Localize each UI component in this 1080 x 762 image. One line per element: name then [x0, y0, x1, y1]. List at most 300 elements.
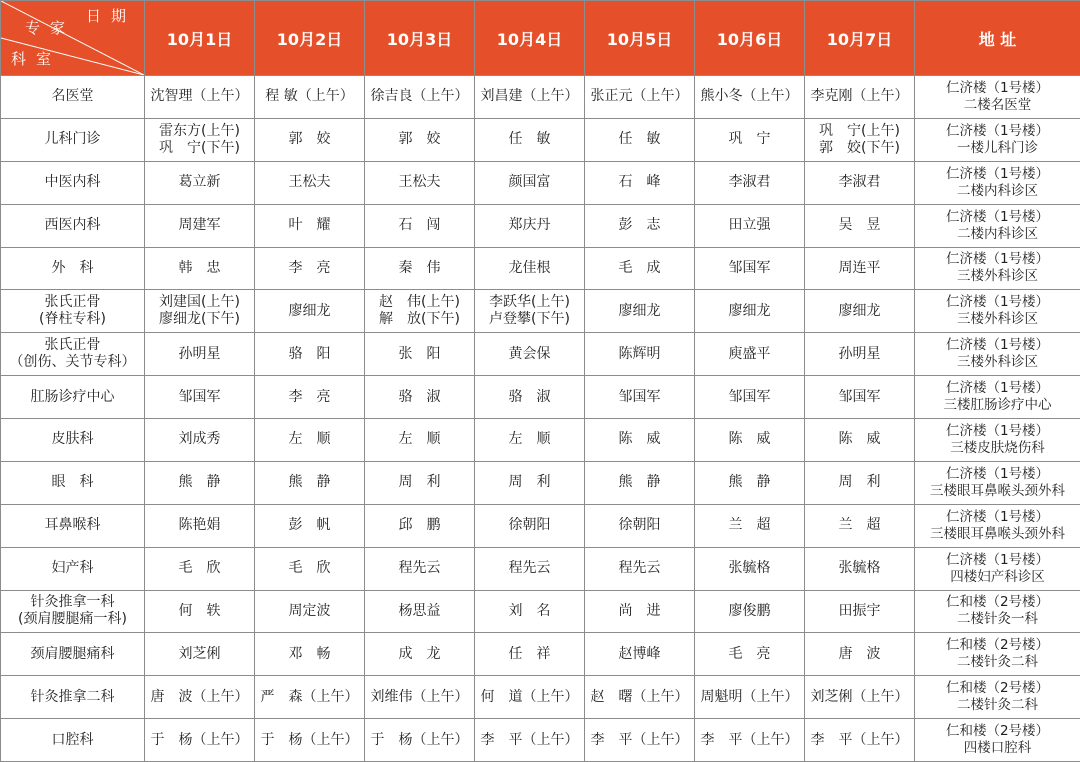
doctor-cell — [255, 461, 365, 504]
doctor-cell-line: 程先云 — [508, 560, 551, 577]
doctor-cell-line: 严 森（上午） — [260, 688, 359, 705]
doctor-cell-line: 解 放(下午) — [379, 311, 460, 328]
doctor-cell-line: 刘芝俐（上午） — [810, 688, 909, 705]
doctor-cell-line: 庾盛平 — [728, 345, 771, 362]
department-cell — [1, 547, 145, 590]
department-cell-line: 针灸推拿二科 — [30, 688, 115, 705]
doctor-cell-line: 李淑君 — [728, 174, 771, 191]
department-cell — [1, 376, 145, 419]
doctor-cell — [255, 419, 365, 462]
address-cell-line: 仁和楼（2号楼） — [945, 594, 1050, 611]
department-cell-line: 外 科 — [51, 259, 94, 276]
doctor-cell — [805, 247, 915, 290]
address-header: 地 址 — [915, 1, 1080, 76]
doctor-cell — [695, 676, 805, 719]
doctor-cell-line: 巩 宁 — [728, 131, 771, 148]
doctor-cell — [585, 676, 695, 719]
doctor-cell-line: 毛 欣 — [178, 560, 221, 577]
doctor-cell-line: 何 道（上午） — [480, 688, 579, 705]
doctor-cell-line: 田振宇 — [838, 602, 881, 619]
doctor-cell-line: 毛 亮 — [728, 645, 771, 662]
doctor-cell — [475, 118, 585, 161]
doctor-cell-line: 熊 静 — [728, 474, 771, 491]
doctor-cell-line: 张正元（上午） — [590, 88, 689, 105]
doctor-cell — [805, 290, 915, 333]
doctor-cell — [145, 590, 255, 633]
department-cell — [1, 676, 145, 719]
address-cell — [915, 547, 1080, 590]
doctor-cell — [475, 376, 585, 419]
doctor-cell-line: 周建军 — [178, 217, 221, 234]
table-row — [1, 376, 1080, 419]
date-header: 10月5日 — [585, 1, 695, 76]
department-cell-line: (颈肩腰腿痛一科) — [18, 611, 127, 628]
doctor-cell — [255, 118, 365, 161]
doctor-cell — [145, 290, 255, 333]
doctor-cell-line: 王松夫 — [398, 174, 441, 191]
doctor-cell-line: 孙明星 — [178, 345, 221, 362]
doctor-cell — [695, 118, 805, 161]
doctor-cell-line: 陈 威 — [618, 431, 661, 448]
department-cell — [1, 247, 145, 290]
doctor-cell — [255, 247, 365, 290]
doctor-cell — [365, 76, 475, 119]
doctor-cell — [475, 461, 585, 504]
doctor-cell-line: 邹国军 — [838, 388, 881, 405]
table-row — [1, 461, 1080, 504]
doctor-cell-line: 何 轶 — [178, 602, 221, 619]
doctor-cell — [475, 547, 585, 590]
doctor-cell-line: 刘 名 — [508, 602, 551, 619]
doctor-cell — [475, 419, 585, 462]
doctor-cell — [475, 676, 585, 719]
doctor-cell-line: 邱 鹏 — [398, 517, 441, 534]
doctor-cell — [255, 333, 365, 376]
doctor-cell-line: 陈辉明 — [618, 345, 661, 362]
address-cell-line: 仁济楼（1号楼） — [945, 422, 1050, 439]
doctor-cell-line: 卢登攀(下午) — [489, 311, 570, 328]
address-cell-line: 仁济楼（1号楼） — [945, 294, 1050, 311]
doctor-cell — [585, 590, 695, 633]
doctor-cell — [475, 161, 585, 204]
address-cell-line: 二楼内科诊区 — [957, 225, 1038, 242]
doctor-cell — [475, 590, 585, 633]
address-cell-line: 四楼口腔科 — [963, 740, 1032, 757]
doctor-cell — [695, 633, 805, 676]
table-row — [1, 590, 1080, 633]
department-cell — [1, 76, 145, 119]
doctor-cell — [255, 76, 365, 119]
doctor-cell-line: 陈 威 — [838, 431, 881, 448]
address-cell — [915, 76, 1080, 119]
address-cell-line: 仁和楼（2号楼） — [945, 680, 1050, 697]
doctor-cell-line: 骆 淑 — [508, 388, 551, 405]
doctor-cell — [805, 504, 915, 547]
doctor-cell — [145, 461, 255, 504]
doctor-cell-line: 刘维伟（上午） — [370, 688, 469, 705]
doctor-cell — [365, 547, 475, 590]
doctor-cell-line: 沈智理（上午） — [150, 88, 249, 105]
department-cell-line: 西医内科 — [44, 217, 101, 234]
doctor-cell-line: 于 杨（上午） — [150, 731, 249, 748]
doctor-cell — [145, 419, 255, 462]
doctor-cell-line: 邹国军 — [618, 388, 661, 405]
doctor-cell-line: 尚 进 — [618, 602, 661, 619]
doctor-cell-line: 韩 忠 — [178, 259, 221, 276]
address-cell-line: 三楼外科诊区 — [957, 268, 1038, 285]
doctor-cell — [145, 161, 255, 204]
doctor-cell-line: 秦 伟 — [398, 259, 441, 276]
department-cell — [1, 161, 145, 204]
doctor-cell-line: 周连平 — [838, 259, 881, 276]
doctor-cell-line: 叶 耀 — [288, 217, 331, 234]
department-cell-line: 颈肩腰腿痛科 — [30, 645, 115, 662]
doctor-cell — [365, 504, 475, 547]
doctor-cell-line: 李 亮 — [288, 388, 331, 405]
doctor-cell — [695, 590, 805, 633]
address-cell-line: 三楼外科诊区 — [957, 311, 1038, 328]
table-row — [1, 504, 1080, 547]
doctor-cell — [805, 461, 915, 504]
date-header: 10月2日 — [255, 1, 365, 76]
doctor-cell-line: 周定波 — [288, 602, 331, 619]
doctor-cell-line: 廖细龙(下午) — [159, 311, 240, 328]
address-cell-line: 仁济楼（1号楼） — [945, 165, 1050, 182]
doctor-cell — [695, 161, 805, 204]
doctor-cell — [365, 204, 475, 247]
doctor-cell-line: 吴 昱 — [838, 217, 881, 234]
doctor-cell-line: 徐朝阳 — [508, 517, 551, 534]
doctor-cell — [695, 547, 805, 590]
doctor-cell-line: 兰 超 — [728, 517, 771, 534]
doctor-cell — [365, 333, 475, 376]
doctor-cell-line: 毛 欣 — [288, 560, 331, 577]
doctor-cell-line: 巩 宁(下午) — [159, 139, 240, 156]
address-cell-line: 二楼针灸二科 — [957, 654, 1038, 671]
table-row — [1, 161, 1080, 204]
doctor-cell-line: 赵 曙（上午） — [590, 688, 689, 705]
address-cell-line: 仁济楼（1号楼） — [945, 380, 1050, 397]
table-row — [1, 633, 1080, 676]
department-cell — [1, 461, 145, 504]
doctor-cell-line: 黄会保 — [508, 345, 551, 362]
doctor-cell — [805, 419, 915, 462]
date-header: 10月4日 — [475, 1, 585, 76]
doctor-cell — [255, 504, 365, 547]
doctor-cell — [805, 118, 915, 161]
doctor-cell — [805, 376, 915, 419]
doctor-cell-line: 彭 帆 — [288, 517, 331, 534]
doctor-cell-line: 周 利 — [838, 474, 881, 491]
department-cell-line: 针灸推拿一科 — [30, 594, 115, 611]
doctor-cell-line: 邹国军 — [728, 388, 771, 405]
address-cell — [915, 719, 1080, 762]
doctor-cell-line: 于 杨（上午） — [260, 731, 359, 748]
department-cell-line: 中医内科 — [44, 174, 101, 191]
doctor-cell-line: 徐吉良（上午） — [370, 88, 469, 105]
doctor-cell — [805, 204, 915, 247]
doctor-cell-line: 刘芝俐 — [178, 645, 221, 662]
doctor-cell-line: 葛立新 — [178, 174, 221, 191]
doctor-cell-line: 李 平（上午） — [810, 731, 909, 748]
doctor-cell — [805, 676, 915, 719]
doctor-cell — [145, 76, 255, 119]
doctor-cell — [475, 290, 585, 333]
doctor-cell — [695, 461, 805, 504]
doctor-cell — [585, 633, 695, 676]
doctor-cell-line: 李 平（上午） — [480, 731, 579, 748]
header-row — [1, 1, 1080, 76]
doctor-cell-line: 廖细龙 — [288, 302, 331, 319]
doctor-cell — [255, 204, 365, 247]
doctor-cell-line: 廖细龙 — [618, 302, 661, 319]
address-cell-line: 三楼眼耳鼻喉头颈外科 — [930, 482, 1065, 499]
table-row — [1, 333, 1080, 376]
department-cell — [1, 419, 145, 462]
address-cell — [915, 419, 1080, 462]
doctor-cell — [475, 504, 585, 547]
doctor-cell-line: 陈艳娟 — [178, 517, 221, 534]
address-cell — [915, 247, 1080, 290]
address-cell — [915, 590, 1080, 633]
address-cell — [915, 504, 1080, 547]
doctor-cell — [695, 719, 805, 762]
doctor-cell-line: 邹国军 — [178, 388, 221, 405]
doctor-cell-line: 唐 波 — [838, 645, 881, 662]
doctor-cell — [805, 633, 915, 676]
doctor-cell — [585, 461, 695, 504]
doctor-cell — [585, 161, 695, 204]
doctor-cell-line: 李克刚（上午） — [810, 88, 909, 105]
doctor-cell-line: 邹国军 — [728, 259, 771, 276]
doctor-cell — [475, 633, 585, 676]
address-cell — [915, 161, 1080, 204]
doctor-cell — [365, 719, 475, 762]
doctor-cell-line: 左 顺 — [288, 431, 331, 448]
doctor-cell-line: 郑庆丹 — [508, 217, 551, 234]
doctor-cell — [805, 719, 915, 762]
doctor-cell — [475, 247, 585, 290]
address-cell — [915, 376, 1080, 419]
department-cell — [1, 633, 145, 676]
date-header: 10月7日 — [805, 1, 915, 76]
address-cell-line: 二楼针灸二科 — [957, 697, 1038, 714]
doctor-cell — [585, 290, 695, 333]
doctor-cell-line: 杨思益 — [398, 602, 441, 619]
corner-date-label: 日期 — [85, 7, 136, 25]
doctor-cell-line: 程 敏（上午） — [265, 88, 354, 105]
department-cell-line: 口腔科 — [51, 731, 94, 748]
doctor-cell — [805, 161, 915, 204]
doctor-cell-line: 张毓格 — [838, 560, 881, 577]
department-cell — [1, 504, 145, 547]
doctor-cell-line: 程先云 — [398, 560, 441, 577]
doctor-cell — [805, 547, 915, 590]
department-cell — [1, 590, 145, 633]
address-cell-line: 仁济楼（1号楼） — [945, 122, 1050, 139]
doctor-cell — [695, 290, 805, 333]
doctor-cell-line: 郭 姣 — [398, 131, 441, 148]
doctor-cell — [585, 76, 695, 119]
doctor-cell — [365, 247, 475, 290]
doctor-cell-line: 邓 畅 — [288, 645, 331, 662]
doctor-cell — [585, 419, 695, 462]
doctor-cell-line: 左 顺 — [398, 431, 441, 448]
doctor-cell — [145, 247, 255, 290]
department-cell — [1, 118, 145, 161]
address-cell-line: 仁济楼（1号楼） — [945, 208, 1050, 225]
address-cell-line: 仁济楼（1号楼） — [945, 508, 1050, 525]
doctor-cell — [145, 547, 255, 590]
doctor-cell-line: 毛 成 — [618, 259, 661, 276]
address-cell — [915, 290, 1080, 333]
doctor-cell — [695, 376, 805, 419]
department-cell-line: 妇产科 — [51, 560, 94, 577]
doctor-cell-line: 张 阳 — [398, 345, 441, 362]
address-cell — [915, 461, 1080, 504]
doctor-cell-line: 徐朝阳 — [618, 517, 661, 534]
doctor-cell-line: 廖细龙 — [838, 302, 881, 319]
address-cell — [915, 204, 1080, 247]
table-row — [1, 204, 1080, 247]
doctor-cell-line: 成 龙 — [398, 645, 441, 662]
doctor-cell — [805, 333, 915, 376]
address-cell-line: 仁济楼（1号楼） — [945, 337, 1050, 354]
doctor-cell-line: 巩 宁(上午) — [819, 122, 900, 139]
department-cell-line: 耳鼻喉科 — [44, 517, 101, 534]
department-cell — [1, 290, 145, 333]
doctor-cell — [695, 504, 805, 547]
address-cell-line: 仁济楼（1号楼） — [945, 551, 1050, 568]
doctor-cell-line: 周 利 — [398, 474, 441, 491]
department-cell-line: 张氏正骨 — [44, 294, 101, 311]
doctor-cell-line: 王松夫 — [288, 174, 331, 191]
department-cell-line: 肛肠诊疗中心 — [30, 388, 115, 405]
doctor-cell-line: 赵博峰 — [618, 645, 661, 662]
address-cell-line: 三楼外科诊区 — [957, 354, 1038, 371]
doctor-cell-line: 骆 阳 — [288, 345, 331, 362]
doctor-cell — [145, 376, 255, 419]
address-cell-line: 二楼内科诊区 — [957, 182, 1038, 199]
schedule-body — [1, 76, 1080, 762]
department-cell-line: 儿科门诊 — [44, 131, 101, 148]
doctor-cell-line: 任 敏 — [508, 131, 551, 148]
address-cell-line: 一楼儿科门诊 — [957, 139, 1038, 156]
doctor-cell — [145, 118, 255, 161]
doctor-cell — [365, 376, 475, 419]
doctor-cell — [365, 676, 475, 719]
address-cell-line: 三楼皮肤烧伤科 — [950, 439, 1045, 456]
doctor-cell — [365, 419, 475, 462]
address-cell-line: 仁和楼（2号楼） — [945, 637, 1050, 654]
table-row — [1, 76, 1080, 119]
doctor-cell-line: 于 杨（上午） — [370, 731, 469, 748]
corner-expert-label: 专家 — [25, 19, 76, 37]
doctor-cell — [255, 633, 365, 676]
address-cell — [915, 333, 1080, 376]
corner-dept-label: 科室 — [11, 50, 62, 68]
doctor-cell-line: 龙佳根 — [508, 259, 551, 276]
doctor-cell — [365, 161, 475, 204]
doctor-cell — [145, 204, 255, 247]
date-header: 10月1日 — [145, 1, 255, 76]
doctor-cell-line: 郭 姣 — [288, 131, 331, 148]
address-cell-line: 四楼妇产科诊区 — [950, 568, 1045, 585]
address-cell-line: 三楼肛肠诊疗中心 — [943, 397, 1052, 414]
department-cell-line: 皮肤科 — [51, 431, 94, 448]
doctor-cell-line: 骆 淑 — [398, 388, 441, 405]
doctor-cell — [805, 76, 915, 119]
table-row — [1, 247, 1080, 290]
doctor-cell-line: 任 祥 — [508, 645, 551, 662]
doctor-cell — [475, 719, 585, 762]
doctor-cell — [695, 204, 805, 247]
doctor-cell — [695, 247, 805, 290]
doctor-cell — [145, 504, 255, 547]
doctor-cell-line: 程先云 — [618, 560, 661, 577]
doctor-cell-line: 廖细龙 — [728, 302, 771, 319]
doctor-cell — [805, 590, 915, 633]
department-cell — [1, 204, 145, 247]
department-cell-line: 张氏正骨 — [44, 337, 101, 354]
table-row — [1, 547, 1080, 590]
doctor-cell-line: 熊小冬（上午） — [700, 88, 799, 105]
doctor-cell-line: 石 峰 — [618, 174, 661, 191]
doctor-cell — [585, 504, 695, 547]
doctor-cell — [255, 376, 365, 419]
doctor-cell — [255, 161, 365, 204]
doctor-cell-line: 刘昌建（上午） — [480, 88, 579, 105]
doctor-cell-line: 张毓格 — [728, 560, 771, 577]
doctor-cell — [695, 419, 805, 462]
address-cell-line: 仁和楼（2号楼） — [945, 723, 1050, 740]
doctor-cell — [255, 719, 365, 762]
doctor-cell-line: 唐 波（上午） — [150, 688, 249, 705]
address-cell — [915, 676, 1080, 719]
doctor-cell-line: 李淑君 — [838, 174, 881, 191]
doctor-cell — [145, 633, 255, 676]
doctor-cell-line: 任 敏 — [618, 131, 661, 148]
doctor-cell — [475, 333, 585, 376]
address-cell-line: 仁济楼（1号楼） — [945, 251, 1050, 268]
date-header: 10月3日 — [365, 1, 475, 76]
address-cell — [915, 118, 1080, 161]
doctor-cell — [255, 547, 365, 590]
doctor-cell — [695, 333, 805, 376]
doctor-cell — [695, 76, 805, 119]
doctor-cell-line: 熊 静 — [178, 474, 221, 491]
doctor-cell — [475, 204, 585, 247]
address-cell — [915, 633, 1080, 676]
doctor-cell — [255, 676, 365, 719]
doctor-cell — [585, 118, 695, 161]
department-cell-line: （创伤、关节专科） — [9, 354, 136, 371]
address-cell-line: 仁济楼（1号楼） — [945, 79, 1050, 96]
doctor-cell-line: 廖俊鹏 — [728, 602, 771, 619]
address-cell-line: 三楼眼耳鼻喉头颈外科 — [930, 525, 1065, 542]
doctor-cell-line: 雷东方(上午) — [159, 122, 240, 139]
doctor-cell-line: 兰 超 — [838, 517, 881, 534]
doctor-cell — [475, 76, 585, 119]
doctor-cell — [365, 290, 475, 333]
doctor-cell-line: 陈 威 — [728, 431, 771, 448]
department-cell — [1, 333, 145, 376]
table-row — [1, 290, 1080, 333]
address-cell-line: 二楼名医堂 — [963, 96, 1032, 113]
doctor-cell — [585, 247, 695, 290]
doctor-cell — [145, 333, 255, 376]
doctor-cell — [585, 547, 695, 590]
